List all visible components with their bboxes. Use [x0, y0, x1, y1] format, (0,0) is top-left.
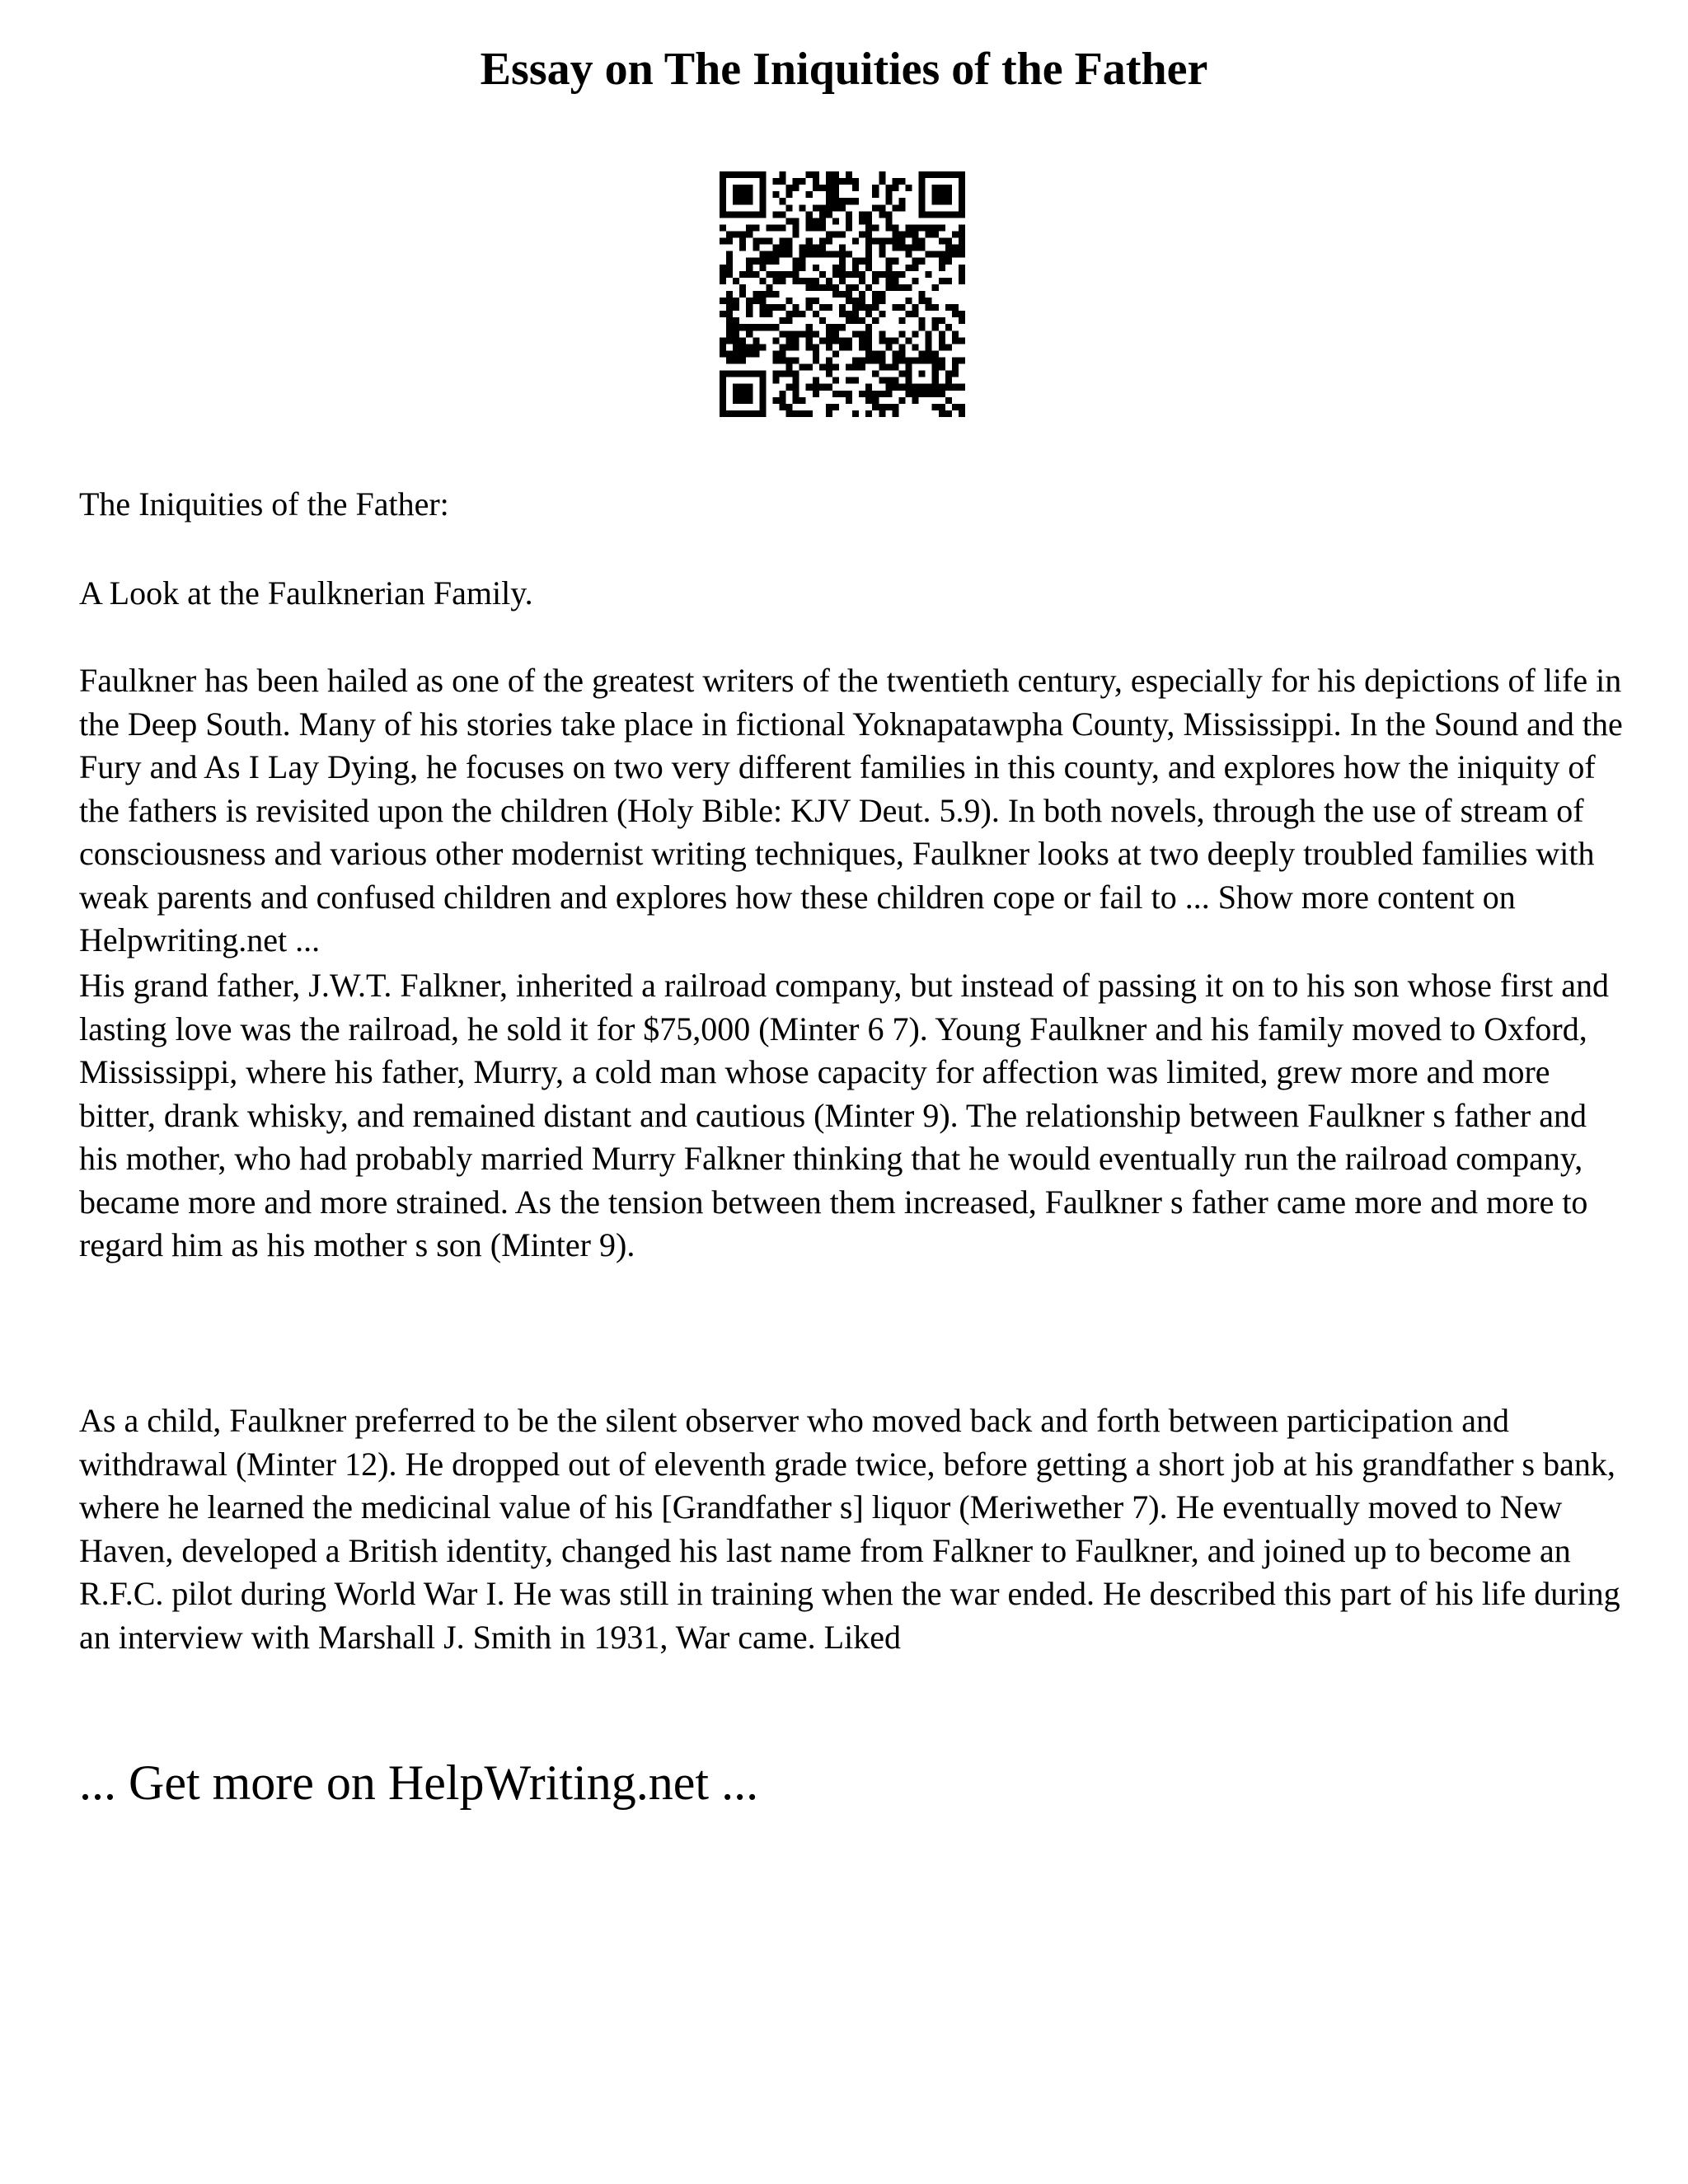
qr-code-icon[interactable] [720, 171, 965, 417]
get-more-link[interactable]: ... Get more on HelpWriting.net ... [79, 1755, 759, 1810]
essay-heading: The Iniquities of the Father: [79, 485, 449, 523]
paragraph-3: As a child, Faulkner preferred to be the silent observer who moved back and forth between participation and withdrawal (Minter 12). He dropped out of eleventh grade twice, before getting a short job at his grandfather s bank, where he learned the medicinal value of his [Grandfather s] liquor (Meriwether 7). He eventually moved to New Haven, developed a British identity, changed his last name from Falkner to Faulkner, and joined up to become an R.F.C. pilot during World War I. He was still in training when the war ended. He described this part of his life during an interview with Marshall J. Smith in 1931, War came. Liked [79, 1402, 1620, 1656]
paragraph-2: His grand father, J.W.T. Falkner, inherited a railroad company, but instead of passing it on to his son whose first and lasting love was the railroad, he sold it for $75,000 (Minter 6 7). Young Faulkner and his family moved to Oxford, Mississippi, where his father, Murry, a cold man whose capacity for affection was limited, grew more and more bitter, drank whisky, and remained distant and cautious (Minter 9). The relationship between Faulkner s father and his mother, who had probably married Murry Falkner thinking that he would eventually run the railroad company, became more and more strained. As the tension between them increased, Faulkner s father came more and more to regard him as his mother s son (Minter 9). [79, 967, 1610, 1263]
document-title: Essay on The Iniquities of the Father [480, 44, 1208, 95]
essay-subheading: A Look at the Faulknerian Family. [79, 574, 533, 612]
paragraph-1: Faulkner has been hailed as one of the greatest writers of the twentieth century, especially for his depictions of life in the Deep South. Many of his stories take place in fictional Yoknapatawpha County, Mississippi. In the Sound and the Fury and As I Lay Dying, he focuses on two very different families in this county, and explores how the iniquity of the fathers is revisited upon the children (Holy Bible: KJV Deut. 5.9). In both novels, through the use of stream of consciousness and various other modernist writing techniques, Faulkner looks at two deeply troubled families with weak parents and confused children and explores how these children cope or fail to ... Show more content on Helpwriting.net ... [79, 662, 1623, 958]
